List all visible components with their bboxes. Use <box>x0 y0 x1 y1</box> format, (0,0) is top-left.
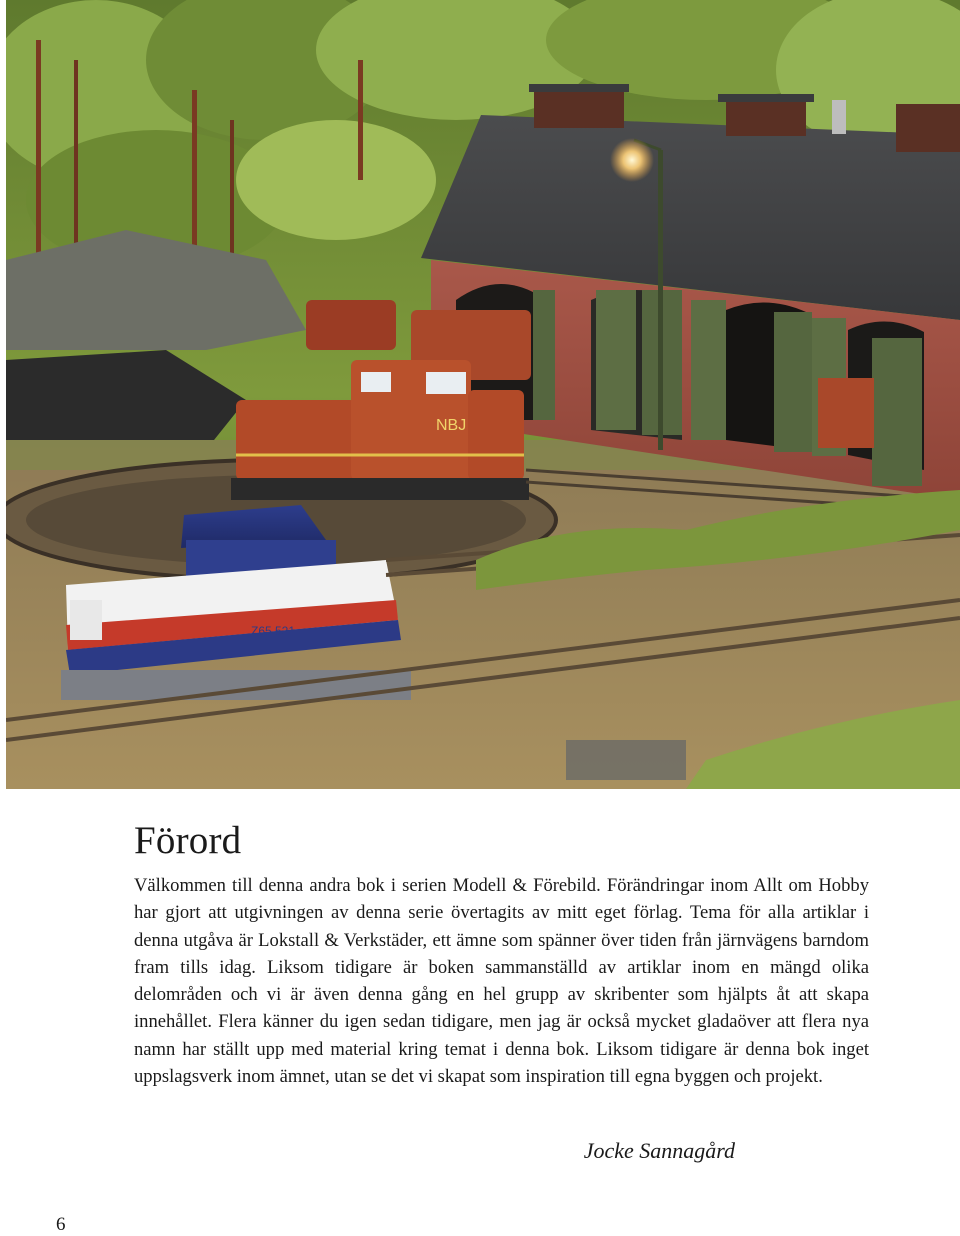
page-title: Förord <box>134 819 242 862</box>
page-number: 6 <box>56 1214 66 1235</box>
nbj-label: NBJ <box>436 417 467 434</box>
foreword-body: Välkommen till denna andra bok i serien Modell & Förebild. Förändringar inom Allt om Hobby har gjort att utgivningen av denna serie övertagits av mitt eget förlag. Tema för alla artiklar i denna utgåva är Lokstall & Verkstäder, ett ämne som spänner över tiden från järnvägens barndom fram tills idag. Liksom tidigare är boken sammanställd av artiklar inom en mängd olika delområden och vi är även denna gång en hel grupp av skribenter som hjälpts åt att skapa innehållet. Flera känner du igen sedan tidigare, men jag är också mycket gladaöver att flera nya namn har ställt upp med material kring temat i denna bok. Liksom tidigare är denna bok inget uppslagsverk inom ämnet, utan se det vi skapat som inspiration till egna byggen och projekt. <box>134 875 869 1088</box>
author-signature: Jocke Sannagård <box>583 1138 735 1163</box>
model-railway-photo <box>6 0 960 789</box>
z65-label: Z65 521 <box>251 624 296 638</box>
